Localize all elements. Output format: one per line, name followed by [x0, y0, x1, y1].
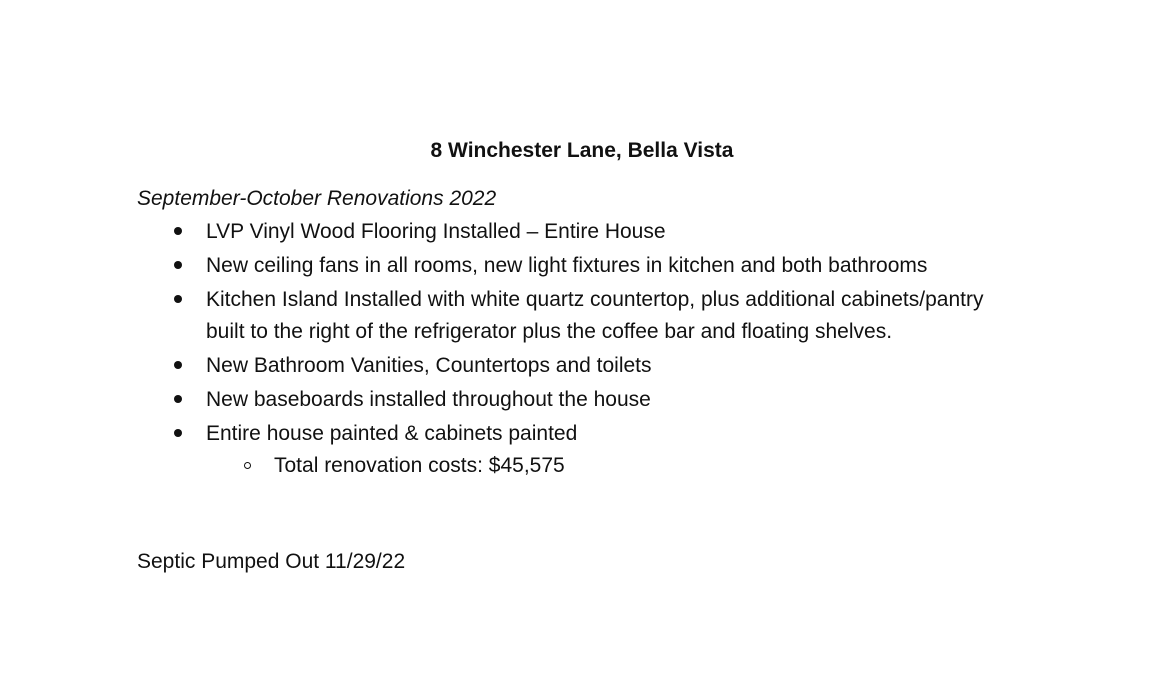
list-item-text: Entire house painted & cabinets painted — [206, 422, 578, 445]
document-title: 8 Winchester Lane, Bella Vista — [430, 139, 734, 162]
list-item — [137, 250, 1017, 282]
bullet-icon — [172, 384, 184, 416]
total-cost-text: Total renovation costs: $45,575 — [274, 454, 565, 477]
bullet-icon — [172, 350, 184, 382]
sublist-item — [206, 450, 1017, 482]
list-item — [137, 418, 1017, 482]
bullet-icon — [172, 418, 184, 450]
bullet-icon — [172, 216, 184, 248]
list-item-text: New ceiling fans in all rooms, new light fixtures in kitchen and both bathrooms — [206, 254, 928, 277]
list-item — [137, 284, 1017, 348]
list-item — [137, 350, 1017, 382]
septic-note: Septic Pumped Out 11/29/22 — [137, 550, 406, 573]
renovation-list — [137, 216, 1017, 484]
list-item — [137, 216, 1017, 248]
bullet-icon — [172, 250, 184, 282]
bullet-icon — [172, 284, 184, 316]
list-item-text: New Bathroom Vanities, Countertops and toilets — [206, 354, 652, 377]
cost-sublist — [206, 450, 1017, 482]
list-item-text: Kitchen Island Installed with white quartz countertop, plus additional cabinets/pantry built to the right of the refrigerator plus the coffee bar and floating shelves. — [206, 288, 984, 343]
document-subtitle: September-October Renovations 2022 — [137, 187, 497, 210]
hollow-bullet-icon — [241, 450, 253, 482]
list-item-text: LVP Vinyl Wood Flooring Installed – Entire House — [206, 220, 666, 243]
list-item-text: New baseboards installed throughout the house — [206, 388, 651, 411]
list-item — [137, 384, 1017, 416]
